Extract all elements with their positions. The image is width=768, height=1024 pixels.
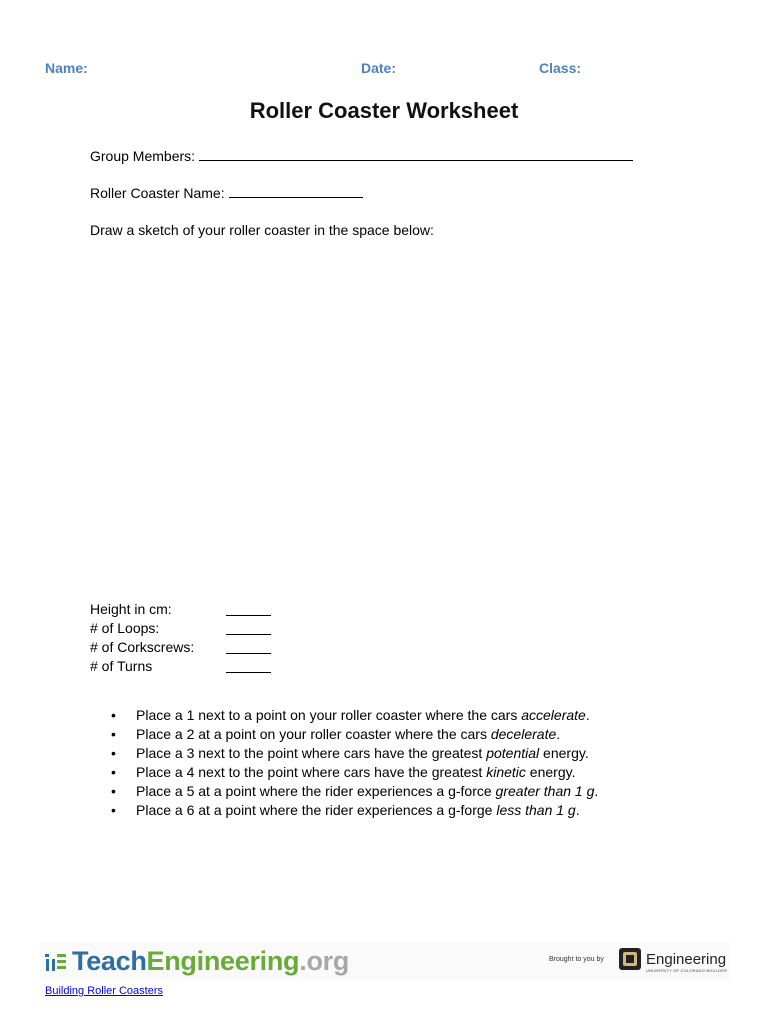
- coaster-name-row: [90, 185, 363, 201]
- brought-by-text: Brought to you by: [549, 956, 604, 963]
- building-roller-coasters-link[interactable]: Building Roller Coasters: [45, 985, 163, 997]
- instruction-text: .: [594, 783, 599, 799]
- instruction-emphasis: greater than 1 g: [495, 783, 595, 799]
- list-item: [90, 782, 598, 801]
- instruction-emphasis: kinetic: [486, 764, 526, 780]
- stat-label: Height in cm:: [90, 601, 172, 617]
- stat-label: # of Corkscrews:: [90, 639, 195, 655]
- bullet-icon: •: [111, 726, 116, 742]
- teachengineering-logo: [72, 944, 349, 978]
- date-label: Date:: [361, 60, 397, 76]
- logo-engineering: Engineering: [146, 946, 300, 976]
- instruction-text: Place a 2 at a point on your roller coaster where the cars: [136, 726, 491, 742]
- instruction-emphasis: accelerate: [521, 707, 586, 723]
- partner-subtitle: UNIVERSITY OF COLORADO BOULDER: [646, 968, 728, 973]
- group-members-blank[interactable]: [199, 160, 633, 161]
- logo-teach: Teach: [72, 946, 147, 976]
- instruction-emphasis: potential: [486, 745, 540, 761]
- stat-label: # of Turns: [90, 658, 153, 674]
- coaster-name-blank[interactable]: [229, 197, 363, 198]
- instructions-list: [90, 706, 598, 820]
- bullet-icon: •: [111, 764, 116, 780]
- name-label: Name:: [45, 60, 88, 76]
- instruction-emphasis: less than 1 g: [496, 802, 576, 818]
- partner-name: Engineering: [646, 951, 727, 968]
- group-members-label: Group Members:: [90, 148, 196, 164]
- sketch-prompt: Draw a sketch of your roller coaster in the space below:: [90, 222, 434, 238]
- instruction-text: Place a 6 at a point where the rider experiences a g-forge: [136, 802, 497, 818]
- stat-row: [90, 658, 290, 677]
- class-label: Class:: [539, 60, 582, 76]
- instruction-text: energy.: [539, 745, 589, 761]
- sketch-area[interactable]: [90, 250, 680, 590]
- stat-row: [90, 639, 290, 658]
- instruction-text: Place a 3 next to the point where cars have the greatest: [136, 745, 487, 761]
- cu-logo-icon: [618, 947, 642, 976]
- coaster-name-label: Roller Coaster Name:: [90, 185, 225, 201]
- instruction-text: Place a 4 next to the point where cars have the greatest: [136, 764, 487, 780]
- bullet-icon: •: [111, 783, 116, 799]
- instruction-text: .: [575, 802, 580, 818]
- group-members-row: [90, 148, 633, 164]
- stat-label: # of Loops:: [90, 620, 160, 636]
- bullet-icon: •: [111, 802, 116, 818]
- stat-blank[interactable]: [226, 653, 271, 654]
- bullet-icon: •: [111, 707, 116, 723]
- instruction-emphasis: decelerate: [490, 726, 557, 742]
- stat-blank[interactable]: [226, 634, 271, 635]
- instruction-text: .: [556, 726, 561, 742]
- list-item: [90, 725, 598, 744]
- stat-blank[interactable]: [226, 615, 271, 616]
- logo-org: .org: [299, 946, 350, 976]
- instruction-text: energy.: [525, 764, 576, 780]
- stat-blank[interactable]: [226, 672, 271, 673]
- instruction-text: Place a 1 next to a point on your roller coaster where the cars: [136, 707, 522, 723]
- teachengineering-logo-icon: [45, 950, 67, 977]
- instruction-text: .: [585, 707, 590, 723]
- list-item: [90, 706, 598, 725]
- page-title: Roller Coaster Worksheet: [249, 98, 519, 123]
- list-item: [90, 763, 598, 782]
- instruction-text: Place a 5 at a point where the rider experiences a g-force: [136, 783, 496, 799]
- stat-row: [90, 601, 290, 620]
- bullet-icon: •: [111, 745, 116, 761]
- list-item: [90, 801, 598, 820]
- list-item: [90, 744, 598, 763]
- stat-row: [90, 620, 290, 639]
